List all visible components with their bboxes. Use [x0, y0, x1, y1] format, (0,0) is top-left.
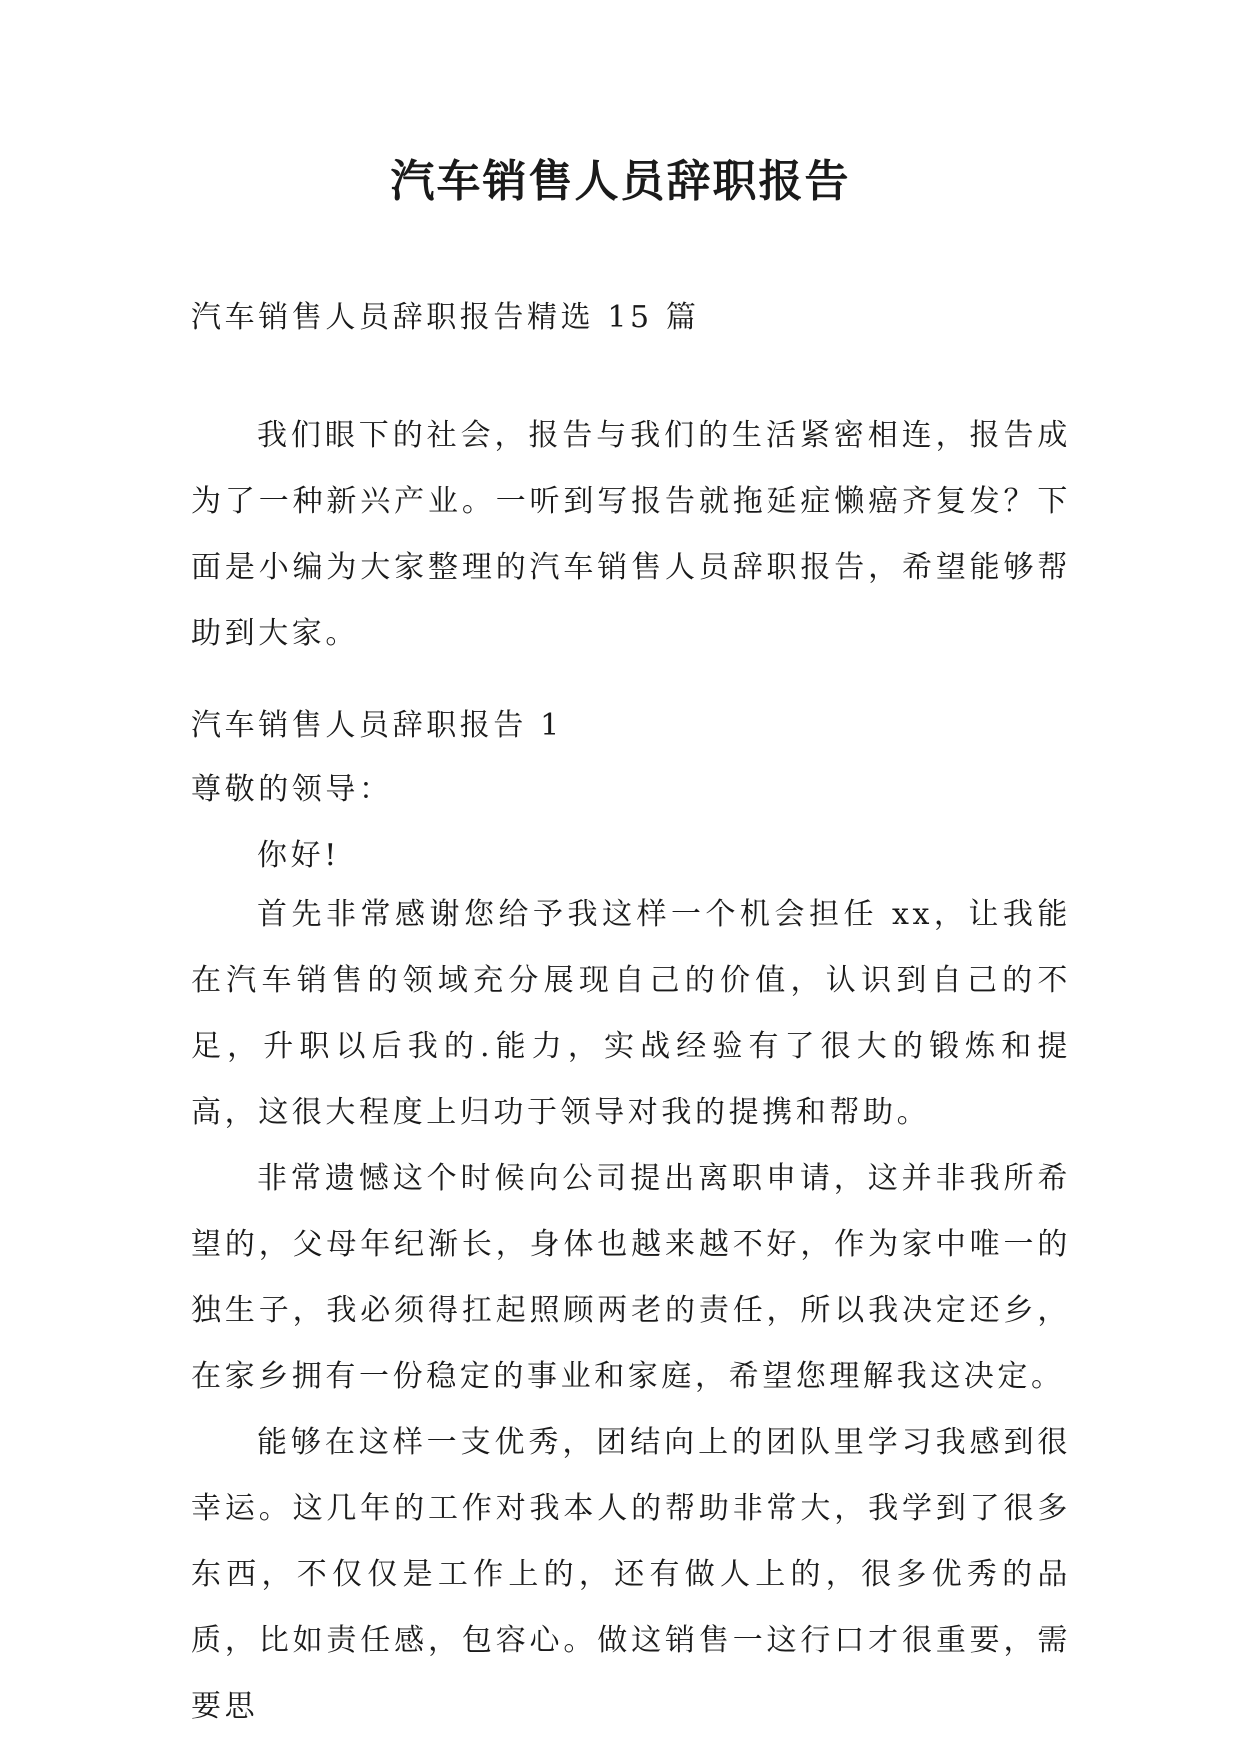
- section-heading: 汽车销售人员辞职报告 1: [191, 708, 563, 743]
- salutation: 尊敬的领导：: [191, 772, 393, 807]
- intro-paragraph: 我们眼下的社会，报告与我们的生活紧密相连，报告成为了一种新兴产业。一听到写报告就拖延症懒癌齐复发？下面是小编为大家整理的汽车销售人员辞职报告，希望能够帮助到大家。: [191, 418, 1071, 651]
- greeting: 你好!: [257, 838, 340, 873]
- body-paragraph-2: 非常遗憾这个时候向公司提出离职申请，这并非我所希望的，父母年纪渐长，身体也越来越不好，作为家中唯一的独生子，我必须得扛起照顾两老的责任，所以我决定还乡，在家乡拥有一份稳定的事业和家庭，希望您理解我这决定。: [191, 1161, 1071, 1394]
- document-title: 汽车销售人员辞职报告: [390, 156, 851, 207]
- document-subtitle: 汽车销售人员辞职报告精选 15 篇: [191, 300, 700, 335]
- body-paragraph-3: 能够在这样一支优秀，团结向上的团队里学习我感到很幸运。这几年的工作对我本人的帮助非常大，我学到了很多东西，不仅仅是工作上的，还有做人上的，很多优秀的品质，比如责任感，包容心。做这销售一这行口才很重要，需要思: [191, 1425, 1071, 1724]
- body-paragraph-1: 首先非常感谢您给予我这样一个机会担任 xx，让我能在汽车销售的领域充分展现自己的价值，认识到自己的不足，升职以后我的.能力，实战经验有了很大的锻炼和提高，这很大程度上归功于领导对我的提携和帮助。: [191, 897, 1071, 1130]
